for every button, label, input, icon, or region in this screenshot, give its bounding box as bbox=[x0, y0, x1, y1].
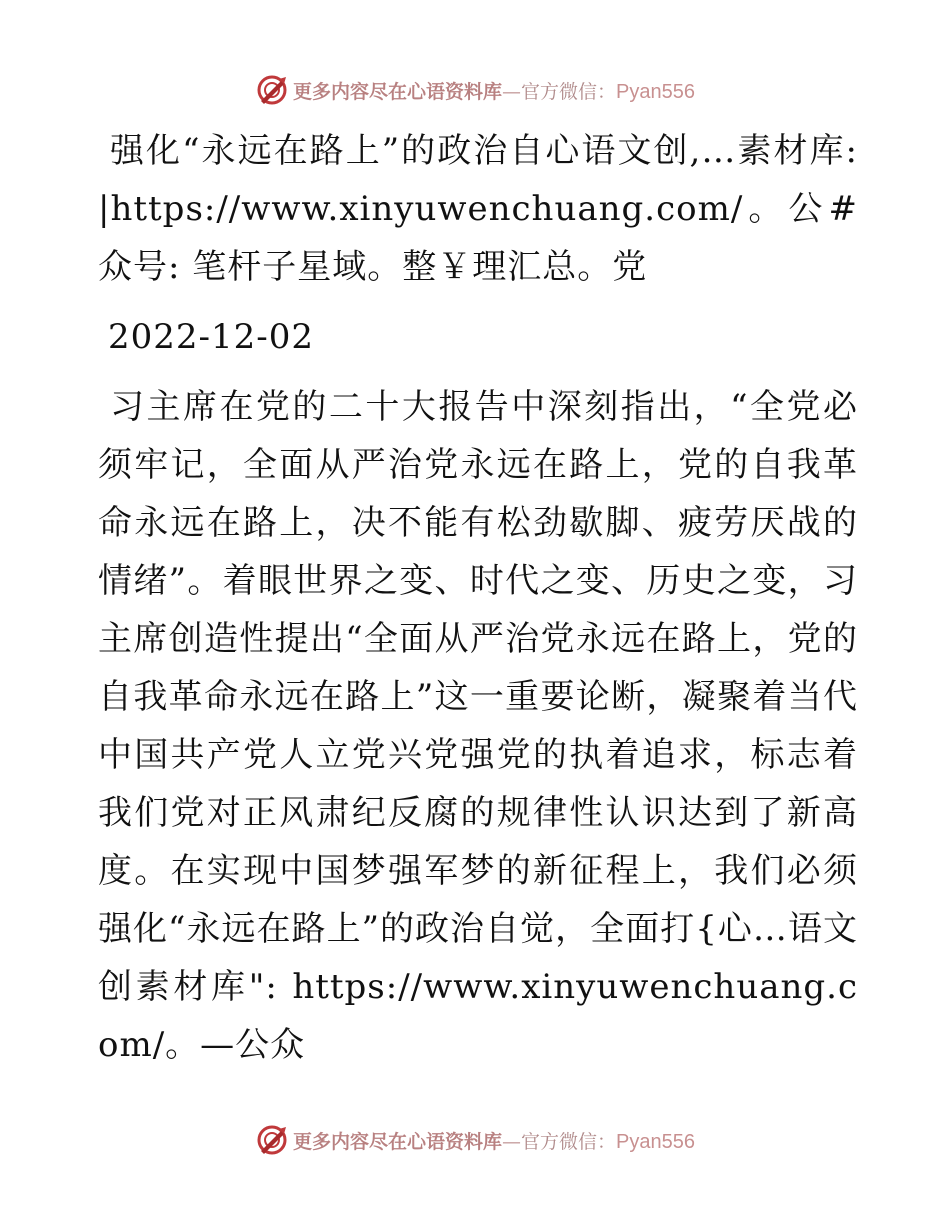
footer-banner-text bbox=[293, 1127, 695, 1154]
footer-banner bbox=[0, 1120, 950, 1160]
header-banner-text bbox=[293, 77, 695, 104]
footer-separator: — bbox=[502, 1130, 522, 1153]
header-separator: — bbox=[502, 80, 522, 103]
header-wechat-label: 官方微信： bbox=[521, 80, 617, 103]
document-date: 2022-12-02 bbox=[108, 317, 315, 357]
footer-wechat-id: Pyan556 bbox=[616, 1130, 695, 1153]
document-content bbox=[98, 122, 858, 1074]
quill-logo-icon bbox=[255, 1123, 289, 1157]
footer-site-text: 更多内容尽在心语资料库 bbox=[293, 1130, 503, 1153]
header-wechat-id: Pyan556 bbox=[616, 80, 695, 103]
document-body: 习主席在党的二十大报告中深刻指出，“全党必须牢记，全面从严治党永远在路上，党的自我革命永远在路上，决不能有松劲歇脚、疲劳厌战的情绪”。着眼世界之变、时代之变、历史之变，习主席创造性提出“全面从严治党永远在路上，党的自我革命永远在路上”这一重要论断，凝聚着当代中国共产党人立党兴党强党的执着追求，标志着我们党对正风肃纪反腐的规律性认识达到了新高度。在实现中国梦强军梦的新征程上，我们必须强化“永远在路上”的政治自觉，全面打{心…语文创素材库": https://www.xinyuwenchuang.com/。—公众 bbox=[98, 387, 858, 1065]
header-banner bbox=[0, 70, 950, 110]
footer-wechat-label: 官方微信： bbox=[521, 1130, 617, 1153]
header-site-text: 更多内容尽在心语资料库 bbox=[293, 80, 503, 103]
quill-logo-icon bbox=[255, 73, 289, 107]
document-title: 强化“永远在路上”的政治自心语文创,…素材库: |https://www.xinyuwenchuang.com/。公#众号: 笔杆子星域。整￥理汇总。党 bbox=[98, 131, 858, 287]
